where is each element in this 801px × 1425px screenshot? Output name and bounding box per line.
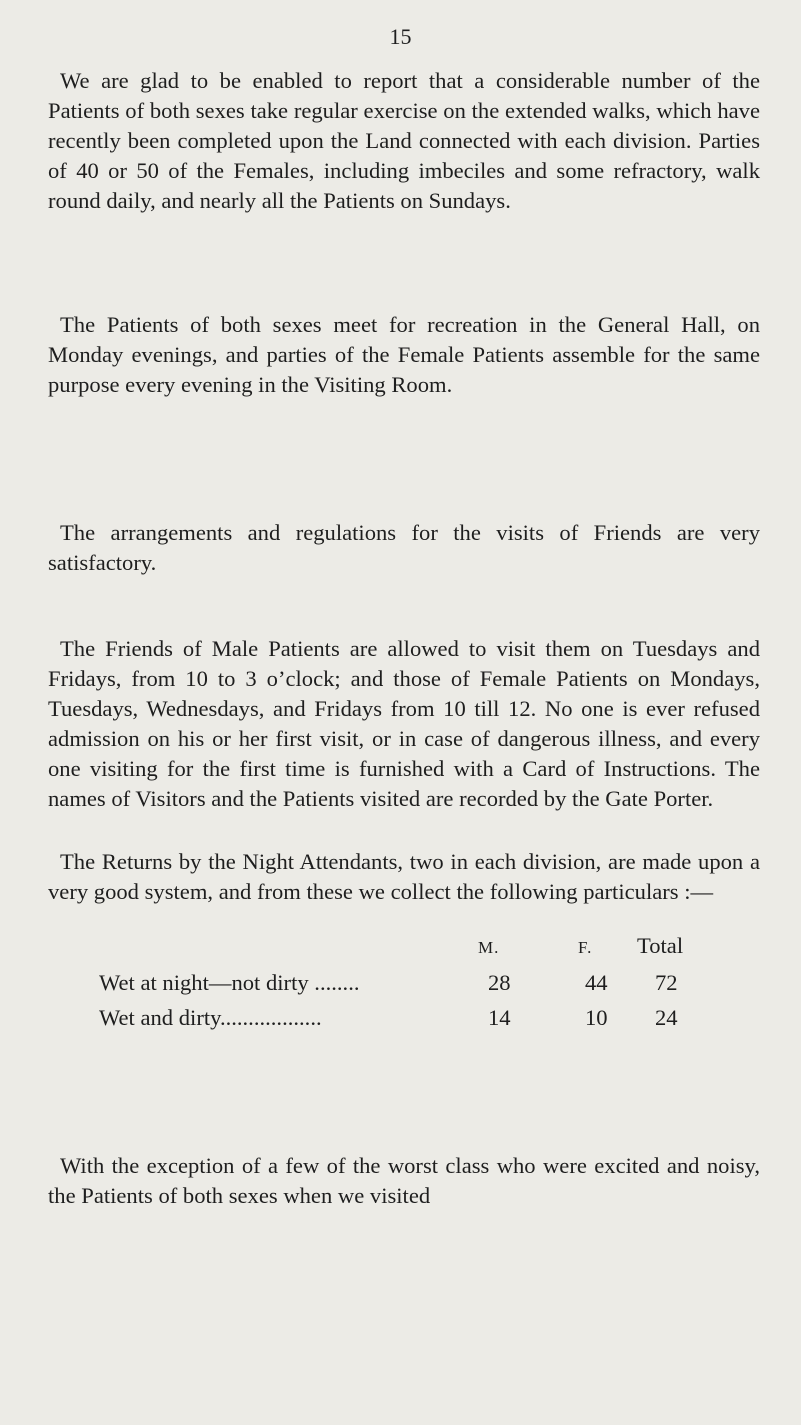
table-cell-male: 14 (488, 1005, 511, 1030)
table-cell-female: 44 (585, 970, 608, 995)
table-cell-male: 28 (488, 970, 511, 995)
paragraph-recreation: The Patients of both sexes meet for recreation in the General Hall, on Monday evenings, and parties of the Female Patients assemble for the same purpose every evening in the Visiting Room. (48, 312, 760, 397)
table-cell-total: 72 (655, 970, 678, 995)
paragraph-conduct: With the exception of a few of the worst class who were excited and noisy, the Patients of both sexes when we visited (48, 1153, 760, 1208)
paragraph-visiting-hours: The Friends of Male Patients are allowed to visit them on Tuesdays and Fridays, from 10 to 3 o’clock; and those of Female Patients on Mondays, Tuesdays, Wednesdays, and Fridays from 10 till 12. No one is ever refused admission on his or her first visit, or in case of dangerous illness, and every one visiting for the first time is furnished with a Card of Instructions. The names of Visitors and the Patients visited are recorded by the Gate Porter. (48, 636, 760, 811)
table-cell-total: 24 (655, 1005, 678, 1030)
table-header-female: F. (578, 938, 593, 957)
paragraph-night-returns: The Returns by the Night Attendants, two in each division, are made upon a very good system, and from these we collect the following particulars :— (48, 849, 760, 904)
table-cell-female: 10 (585, 1005, 608, 1030)
table-header-male: M. (478, 938, 500, 957)
table-header-total: Total (637, 933, 684, 958)
paragraph-exercise: We are glad to be enabled to report that a considerable number of the Patients of both sexes take regular exercise on the extended walks, which have recently been completed upon the Land connected with each division. Parties of 40 or 50 of the Females, including imbeciles and some refractory, walk round daily, and nearly all the Patients on Sundays. (48, 68, 760, 213)
paragraph-visit-arrangements: The arrangements and regulations for the visits of Friends are very satisfactory. (48, 520, 760, 575)
page-number: 15 (389, 24, 412, 49)
table-row-label: Wet and dirty.................. (99, 1005, 322, 1030)
table-row-label: Wet at night—not dirty ........ (99, 970, 360, 995)
